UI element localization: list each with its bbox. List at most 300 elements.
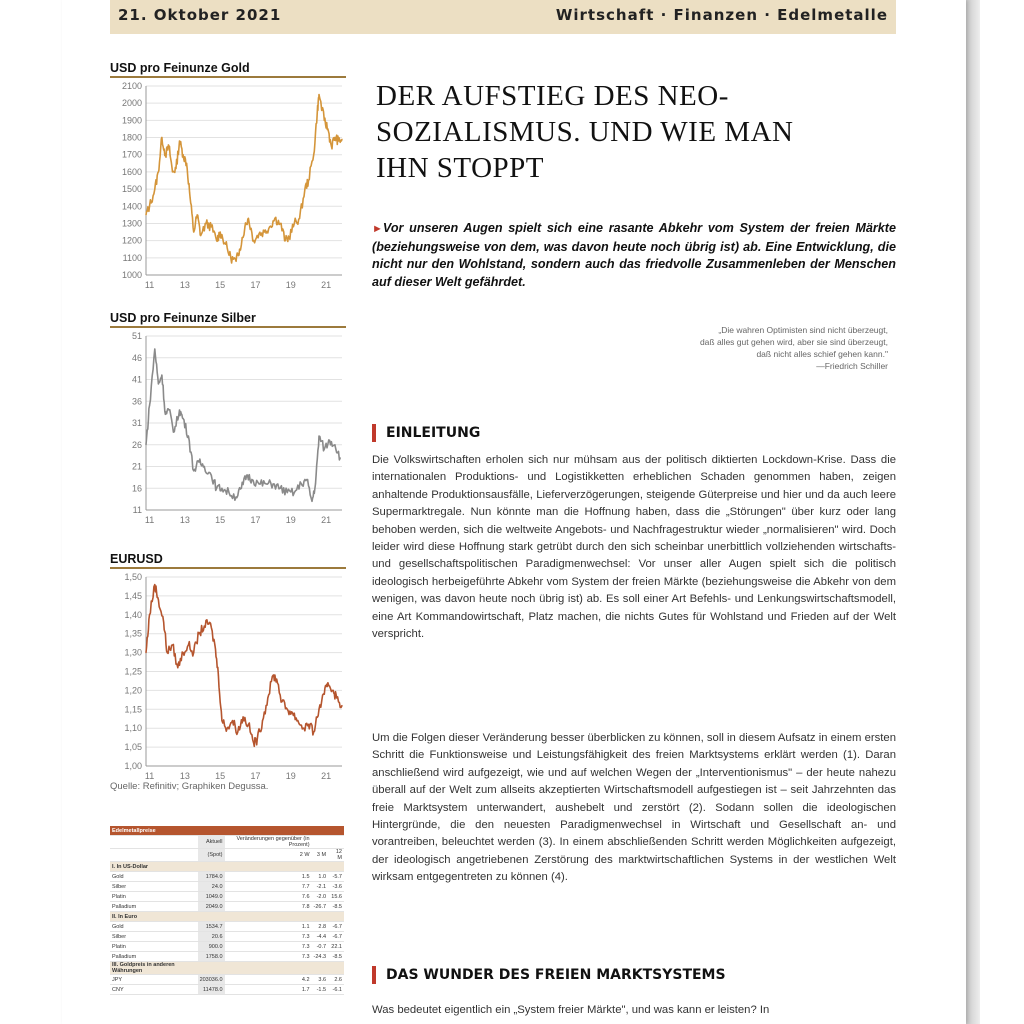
data-point bbox=[198, 633, 199, 634]
data-point bbox=[315, 483, 316, 484]
y-tick-label: 1700 bbox=[121, 149, 142, 160]
silver-chart bbox=[110, 310, 346, 528]
table-cell: Palladium bbox=[110, 902, 198, 912]
data-point bbox=[281, 701, 282, 702]
table-cell: Edelmetallpreise bbox=[110, 826, 198, 836]
data-point bbox=[198, 462, 199, 463]
y-tick-label: 11 bbox=[132, 505, 142, 515]
y-tick-label: 36 bbox=[131, 396, 142, 407]
data-point bbox=[340, 457, 341, 458]
data-point bbox=[334, 444, 335, 445]
data-point bbox=[209, 622, 210, 623]
data-point bbox=[221, 720, 222, 721]
data-point bbox=[165, 414, 166, 415]
table-group-row bbox=[110, 912, 344, 922]
data-point bbox=[329, 440, 330, 441]
y-tick-label: 1,10 bbox=[124, 723, 142, 734]
data-point bbox=[287, 492, 288, 493]
table-cell: 4.2 bbox=[225, 975, 312, 985]
table-cell: 900.0 bbox=[198, 942, 225, 952]
table-row bbox=[110, 975, 344, 985]
table-title-row bbox=[110, 826, 344, 836]
data-point bbox=[327, 682, 328, 683]
data-point bbox=[193, 652, 194, 653]
data-point bbox=[237, 731, 238, 732]
data-point bbox=[248, 218, 249, 219]
data-point bbox=[262, 720, 263, 721]
table-cell: 203036.0 bbox=[199, 976, 223, 983]
data-point bbox=[154, 584, 155, 585]
table-cell: 2.8 bbox=[312, 922, 329, 932]
data-point bbox=[248, 724, 249, 725]
data-point bbox=[221, 488, 222, 489]
data-point bbox=[163, 622, 164, 623]
section1-paragraph-1: Die Volkswirtschaften erholen sich nur mühsam aus der politisch diktierten Lockdown-Krise. Dass die internationalen Produktions- und Logistikketten erheblichen Schaden genommen haben, zeigen anhaltende Produktionsausfälle, Lieferverzögerungen, steigende Güterpreise und hier und da auch leere Supermarktregale. Nun könnte man die Hoffnung haben, dass die „Störungen" über kurz oder lang behoben werden, sich die weltweite Angebots- und Nachfragestruktur wieder „normalisieren" wird. Doch leider wird diese Hoffnung stark getrübt durch den sich scheinbar unerbittlich vollziehenden wirtschafts- und gesellschaftspolitischen Paradigmenwechsel: Vor unser aller Augen spielt sich die politisch ideologisch herbeigeführte Abkehr vom System der freien Märkte (beziehungsweise die Abkehr von dem wenigen, was davon heute noch übrig ist) ab. Es soll einer Art Befehls- und Lenkungswirtschaftsmodell, eine Art Kommandowirtschaft, Platz machen, die nichts Gutes für Wohlstand und Frieden auf der Welt verspricht. bbox=[372, 454, 896, 641]
table-cell: 15.6 bbox=[328, 892, 344, 902]
data-point bbox=[235, 261, 236, 262]
data-point bbox=[292, 712, 293, 713]
x-tick-label: 15 bbox=[215, 515, 226, 525]
data-point bbox=[341, 705, 342, 706]
table-cell: III. Goldpreis in anderen Währungen bbox=[110, 962, 198, 975]
table-cell: -6.7 bbox=[328, 922, 344, 932]
table-cell: Silber bbox=[110, 882, 198, 892]
data-point bbox=[280, 223, 281, 224]
table-cell bbox=[328, 836, 344, 849]
y-tick-label: 2000 bbox=[121, 98, 142, 109]
table-cell: Gold bbox=[110, 872, 198, 882]
table-group-row bbox=[110, 862, 344, 872]
y-tick-label: 1400 bbox=[121, 201, 142, 212]
precious-metals-table-grid bbox=[110, 826, 344, 995]
data-point bbox=[193, 470, 194, 471]
data-point bbox=[190, 197, 191, 198]
table-cell bbox=[312, 862, 329, 872]
x-tick-label: 11 bbox=[144, 280, 155, 290]
data-point bbox=[341, 139, 342, 140]
x-tick-label: 21 bbox=[321, 771, 332, 781]
gold-chart bbox=[110, 60, 346, 293]
data-point bbox=[168, 409, 169, 410]
data-point bbox=[158, 171, 159, 172]
data-point bbox=[149, 206, 150, 207]
table-cell: 2.6 bbox=[328, 975, 344, 985]
x-tick-label: 13 bbox=[179, 280, 190, 290]
y-tick-label: 1,05 bbox=[124, 742, 142, 753]
table-cell bbox=[328, 862, 344, 872]
data-point bbox=[186, 163, 187, 164]
data-point bbox=[267, 697, 268, 698]
data-point bbox=[182, 652, 183, 653]
y-tick-label: 16 bbox=[131, 483, 142, 494]
table-cell: 2 W bbox=[225, 849, 312, 862]
chart-source-note: Quelle: Refinitiv; Graphiken Degussa. bbox=[110, 781, 269, 792]
data-point bbox=[177, 667, 178, 668]
data-point bbox=[294, 223, 295, 224]
data-point bbox=[288, 237, 289, 238]
data-point bbox=[313, 154, 314, 155]
data-point bbox=[211, 226, 212, 227]
data-point bbox=[216, 488, 217, 489]
y-tick-label: 1,25 bbox=[124, 666, 142, 677]
table-cell: 7.3 bbox=[225, 942, 312, 952]
data-point bbox=[274, 218, 275, 219]
y-tick-label: 1,50 bbox=[124, 572, 142, 582]
table-cell: II. In Euro bbox=[110, 912, 198, 922]
series-line bbox=[146, 585, 342, 747]
data-point bbox=[334, 137, 335, 138]
data-point bbox=[179, 140, 180, 141]
x-tick-label: 21 bbox=[321, 515, 332, 525]
data-point bbox=[158, 383, 159, 384]
y-tick-label: 1,40 bbox=[124, 609, 142, 620]
table-cell: 3.6 bbox=[312, 975, 329, 985]
data-point bbox=[244, 226, 245, 227]
table-cell: Aktuell bbox=[198, 836, 225, 849]
x-tick-label: 21 bbox=[321, 280, 332, 290]
y-tick-label: 21 bbox=[131, 461, 142, 472]
table-cell: -2.0 bbox=[312, 892, 329, 902]
table-cell: 7.7 bbox=[225, 882, 312, 892]
series-line bbox=[146, 95, 342, 263]
table-row bbox=[110, 922, 344, 932]
precious-metals-table bbox=[110, 826, 344, 1024]
gold-chart-title: USD pro Feinunze Gold bbox=[110, 60, 346, 78]
y-tick-label: 1800 bbox=[121, 132, 142, 143]
data-point bbox=[313, 731, 314, 732]
x-tick-label: 13 bbox=[179, 771, 190, 781]
table-cell bbox=[328, 912, 344, 922]
data-point bbox=[304, 188, 305, 189]
data-point bbox=[311, 501, 312, 502]
table-cell: 3 M bbox=[312, 849, 329, 862]
page-shadow bbox=[966, 0, 980, 1024]
data-point bbox=[188, 644, 189, 645]
data-point bbox=[336, 697, 337, 698]
data-point bbox=[158, 599, 159, 600]
header-bar bbox=[110, 0, 896, 34]
data-point bbox=[280, 488, 281, 489]
x-tick-label: 19 bbox=[285, 280, 296, 290]
table-cell: -24.3 bbox=[313, 953, 327, 960]
data-point bbox=[182, 418, 183, 419]
data-point bbox=[273, 483, 274, 484]
y-tick-label: 1000 bbox=[121, 270, 142, 280]
x-tick-label: 11 bbox=[144, 771, 155, 781]
x-tick-label: 15 bbox=[215, 771, 226, 781]
table-cell: 7.8 bbox=[225, 902, 312, 912]
data-point bbox=[301, 483, 302, 484]
data-point bbox=[333, 690, 334, 691]
data-point bbox=[251, 479, 252, 480]
data-point bbox=[193, 231, 194, 232]
eurusd-chart bbox=[110, 551, 346, 784]
table-cell: -8.5 bbox=[328, 952, 344, 962]
quote-line: daß nicht alles schief gehen kann." bbox=[756, 349, 888, 359]
data-point bbox=[228, 492, 229, 493]
data-point bbox=[218, 675, 219, 676]
data-point bbox=[205, 223, 206, 224]
data-point bbox=[287, 709, 288, 710]
data-point bbox=[308, 180, 309, 181]
data-point bbox=[265, 483, 266, 484]
table-row bbox=[110, 872, 344, 882]
section-heading-einleitung: EINLEITUNG bbox=[372, 424, 480, 442]
table-cell: -26.7 bbox=[313, 903, 327, 910]
table-cell bbox=[225, 912, 312, 922]
table-cell bbox=[312, 912, 329, 922]
table-cell: 1.5 bbox=[225, 872, 312, 882]
y-tick-label: 51 bbox=[131, 331, 142, 341]
y-tick-label: 1600 bbox=[121, 166, 142, 177]
table-cell: I. In US-Dollar bbox=[110, 862, 198, 872]
table-cell: -8.5 bbox=[328, 902, 344, 912]
schiller-quote bbox=[588, 324, 888, 372]
table-cell: Platin bbox=[110, 892, 198, 902]
table-cell: 12 M bbox=[328, 849, 344, 862]
table-cell: -6.7 bbox=[328, 932, 344, 942]
data-point bbox=[145, 652, 146, 653]
data-point bbox=[324, 120, 325, 121]
y-tick-label: 1300 bbox=[121, 218, 142, 229]
table-cell bbox=[110, 849, 198, 862]
table-cell: 1758.0 bbox=[198, 952, 225, 962]
series-line bbox=[146, 349, 340, 501]
data-point bbox=[276, 678, 277, 679]
table-cell: Gold bbox=[110, 922, 198, 932]
table-cell bbox=[225, 862, 312, 872]
data-point bbox=[294, 492, 295, 493]
table-cell bbox=[198, 862, 225, 872]
data-point bbox=[154, 188, 155, 189]
table-cell: 24.0 bbox=[198, 882, 225, 892]
y-tick-label: 1,35 bbox=[124, 628, 142, 639]
table-cell: CNY bbox=[110, 985, 198, 995]
section-heading-wunder: DAS WUNDER DES FREIEN MARKTSYSTEMS bbox=[372, 966, 726, 984]
table-cell: -6.1 bbox=[328, 985, 344, 995]
table-cell: 1784.0 bbox=[198, 872, 225, 882]
table-cell bbox=[328, 826, 344, 836]
table-cell bbox=[312, 962, 329, 975]
table-cell: 7.6 bbox=[225, 892, 312, 902]
data-point bbox=[227, 728, 228, 729]
table-cell bbox=[225, 826, 312, 836]
data-point bbox=[299, 218, 300, 219]
data-point bbox=[318, 435, 319, 436]
table-cell bbox=[312, 836, 329, 849]
data-point bbox=[235, 496, 236, 497]
y-tick-label: 31 bbox=[131, 418, 142, 428]
table-cell: 2049.0 bbox=[198, 902, 225, 912]
y-tick-label: 1100 bbox=[122, 252, 142, 263]
data-point bbox=[317, 111, 318, 112]
silver-chart-svg bbox=[110, 328, 346, 528]
data-point bbox=[338, 140, 339, 141]
x-tick-label: 17 bbox=[250, 771, 261, 781]
table-cell: 1534.7 bbox=[198, 922, 225, 932]
data-point bbox=[204, 626, 205, 627]
y-tick-label: 1500 bbox=[121, 184, 142, 195]
data-point bbox=[197, 214, 198, 215]
data-point bbox=[211, 475, 212, 476]
y-tick-label: 1900 bbox=[121, 115, 142, 126]
table-cell: -3.6 bbox=[328, 882, 344, 892]
table-cell: 11478.0 bbox=[198, 985, 225, 995]
data-point bbox=[204, 466, 205, 467]
data-point bbox=[154, 348, 155, 349]
data-point bbox=[324, 694, 325, 695]
table-cell bbox=[312, 826, 329, 836]
y-tick-label: 26 bbox=[131, 439, 142, 450]
quote-line: „Die wahren Optimisten sind nicht überzeugt, bbox=[718, 325, 888, 335]
data-point bbox=[327, 128, 328, 129]
data-point bbox=[258, 483, 259, 484]
data-point bbox=[318, 709, 319, 710]
table-row bbox=[110, 952, 344, 962]
table-header-row bbox=[110, 836, 344, 849]
data-point bbox=[257, 739, 258, 740]
data-point bbox=[216, 240, 217, 241]
table-cell bbox=[110, 836, 198, 849]
quote-line: daß alles gut gehen wird, aber sie sind überzeugt, bbox=[699, 337, 888, 347]
data-point bbox=[331, 146, 332, 147]
header-date: 21. Oktober 2021 bbox=[118, 6, 282, 24]
table-cell bbox=[225, 962, 312, 975]
x-tick-label: 17 bbox=[250, 280, 261, 290]
eurusd-chart-svg bbox=[110, 569, 346, 784]
article-headline: DER AUFSTIEG DES NEO-SOZIALISMUS. UND WIE MAN IHN STOPPT bbox=[376, 80, 794, 184]
table-cell bbox=[198, 962, 225, 975]
data-point bbox=[253, 240, 254, 241]
table-cell bbox=[198, 912, 225, 922]
y-tick-label: 1200 bbox=[121, 235, 142, 246]
data-point bbox=[253, 743, 254, 744]
table-row bbox=[110, 902, 344, 912]
table-row bbox=[110, 942, 344, 952]
data-point bbox=[306, 479, 307, 480]
section1-paragraph-2: Um die Folgen dieser Veränderung besser überblicken zu können, soll in diesem Aufsatz in einem ersten Schritt die Funktionsweise und Leistungsfähigkeit des freien Marktsystems erklärt werden (1). Daran anschließend wird aufgezeigt, wie und auf welchen Wegen der „Interventionismus" – der heute nahezu überall auf der Welt zum allseits akzeptierten Wirtschaftsmodell aufgestiegen ist – seit Jahrzehnten das freie Marktsystem unterwandert, aushebelt und zerstört (2). Sodann sollen die ideologischen Hintergründe, die den neuesten Paradigmenwechsel in Wirtschaft und Gesellschaft an- und vorantreiben, beleuchtet werden (3). In einem abschließenden Schritt werden Möglichkeiten aufgezeigt, der ideologisch angetriebenen Zerstörung des marktwirtschaftlichen Systems in der westlichen Welt wirksam entgegentreten zu können (4). bbox=[372, 732, 896, 884]
data-point bbox=[303, 728, 304, 729]
data-point bbox=[258, 233, 259, 234]
data-point bbox=[145, 444, 146, 445]
data-point bbox=[220, 231, 221, 232]
data-point bbox=[269, 226, 270, 227]
y-tick-label: 1,45 bbox=[124, 590, 142, 601]
y-tick-label: 1,00 bbox=[124, 761, 142, 771]
data-point bbox=[182, 154, 183, 155]
data-point bbox=[167, 652, 168, 653]
data-point bbox=[149, 614, 150, 615]
data-point bbox=[161, 375, 162, 376]
data-point bbox=[241, 488, 242, 489]
data-point bbox=[239, 249, 240, 250]
table-cell: 1049.0 bbox=[198, 892, 225, 902]
y-tick-label: 1,15 bbox=[124, 704, 142, 715]
data-point bbox=[145, 214, 146, 215]
table-header-row bbox=[110, 849, 344, 862]
data-point bbox=[273, 675, 274, 676]
y-tick-label: 46 bbox=[131, 352, 142, 363]
quote-author: —Friedrich Schiller bbox=[816, 361, 888, 371]
table-cell: -4.4 bbox=[312, 932, 329, 942]
document-page bbox=[62, 0, 966, 1024]
x-tick-label: 11 bbox=[144, 515, 155, 525]
table-cell: JPY bbox=[110, 975, 198, 985]
data-point bbox=[230, 257, 231, 258]
table-cell: 7.3 bbox=[225, 932, 312, 942]
table-cell: 7.3 bbox=[225, 952, 312, 962]
table-row bbox=[110, 985, 344, 995]
data-point bbox=[214, 644, 215, 645]
data-point bbox=[264, 231, 265, 232]
data-point bbox=[324, 449, 325, 450]
x-tick-label: 15 bbox=[215, 280, 226, 290]
eurusd-chart-title: EURUSD bbox=[110, 551, 346, 569]
data-point bbox=[172, 171, 173, 172]
data-point bbox=[175, 168, 176, 169]
data-point bbox=[318, 94, 319, 95]
table-cell: -0.7 bbox=[312, 942, 329, 952]
data-point bbox=[225, 243, 226, 244]
table-cell: Platin bbox=[110, 942, 198, 952]
table-row bbox=[110, 882, 344, 892]
data-point bbox=[308, 724, 309, 725]
table-cell: -2.1 bbox=[312, 882, 329, 892]
table-cell: 1.0 bbox=[312, 872, 329, 882]
data-point bbox=[165, 154, 166, 155]
table-cell: Veränderungen gegenüber (in Prozent) bbox=[225, 836, 312, 849]
table-cell: 1.1 bbox=[225, 922, 312, 932]
data-point bbox=[149, 405, 150, 406]
y-tick-label: 2100 bbox=[121, 81, 142, 91]
data-point bbox=[200, 235, 201, 236]
table-row bbox=[110, 932, 344, 942]
table-cell bbox=[198, 826, 225, 836]
x-tick-label: 19 bbox=[285, 515, 296, 525]
data-point bbox=[179, 409, 180, 410]
data-point bbox=[168, 146, 169, 147]
data-point bbox=[174, 431, 175, 432]
data-point bbox=[285, 240, 286, 241]
lead-text: Vor unseren Augen spielt sich eine rasante Abkehr vom System der freien Märkte (beziehungsweise von dem, was davon heute noch übrig ist) ab. Eine Entwicklung, die nicht nur den Wohlstand, sondern auch das friedvolle Zusammenleben der Menschen auf dieser Welt gefährdet. bbox=[372, 221, 896, 289]
table-cell: Silber bbox=[110, 932, 198, 942]
data-point bbox=[188, 435, 189, 436]
gold-chart-svg bbox=[110, 78, 346, 293]
y-tick-label: 1,20 bbox=[124, 685, 142, 696]
x-tick-label: 19 bbox=[285, 771, 296, 781]
data-point bbox=[297, 720, 298, 721]
data-point bbox=[246, 475, 247, 476]
section2-paragraph-1: Was bedeutet eigentlich ein „System freier Märkte", und was kann er leisten? In bbox=[372, 1004, 770, 1016]
data-point bbox=[232, 720, 233, 721]
header-sections: Wirtschaft · Finanzen · Edelmetalle bbox=[555, 6, 888, 24]
table-cell: -5.7 bbox=[328, 872, 344, 882]
silver-chart-title: USD pro Feinunze Silber bbox=[110, 310, 346, 328]
table-cell: Palladium bbox=[110, 952, 198, 962]
lead-arrow-icon: ► bbox=[372, 223, 383, 235]
table-cell: 1.7 bbox=[225, 985, 312, 995]
table-cell: 20.6 bbox=[198, 932, 225, 942]
table-cell: 22.1 bbox=[328, 942, 344, 952]
table-group-row bbox=[110, 962, 344, 975]
x-tick-label: 13 bbox=[179, 515, 190, 525]
data-point bbox=[161, 137, 162, 138]
data-point bbox=[172, 644, 173, 645]
article-lead bbox=[372, 220, 896, 291]
x-tick-label: 17 bbox=[250, 515, 261, 525]
y-tick-label: 41 bbox=[131, 374, 142, 385]
table-cell: (Spot) bbox=[198, 849, 225, 862]
